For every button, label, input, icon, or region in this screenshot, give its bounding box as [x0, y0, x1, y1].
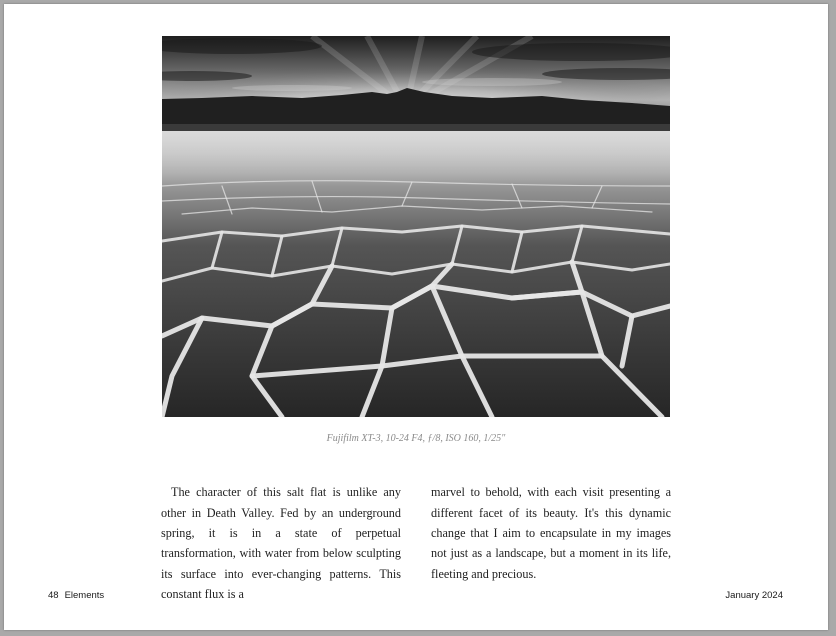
photo-caption: Fujifilm XT-3, 10-24 F4, ƒ/8, ISO 160, 1/25"	[326, 433, 506, 444]
page-number: 48	[48, 590, 59, 601]
magazine-page	[4, 4, 828, 630]
issue-date: January 2024	[725, 590, 783, 601]
footer-left	[48, 590, 110, 601]
publication-name: Elements	[64, 590, 105, 601]
salt-flat-photo	[162, 36, 670, 417]
article-column-left: The character of this salt flat is unlike any other in Death Valley. Fed by an underground spring, it is in a state of perpetual transformation, with water from below sculpting its surface into ever-changing patterns. This constant flux is a	[161, 485, 401, 602]
article-column-right: marvel to behold, with each visit presenting a different facet of its beauty. It's this dynamic change that I aim to encapsulate in my images not just as a landscape, but a moment in its life, fleeting and precious.	[431, 485, 671, 581]
